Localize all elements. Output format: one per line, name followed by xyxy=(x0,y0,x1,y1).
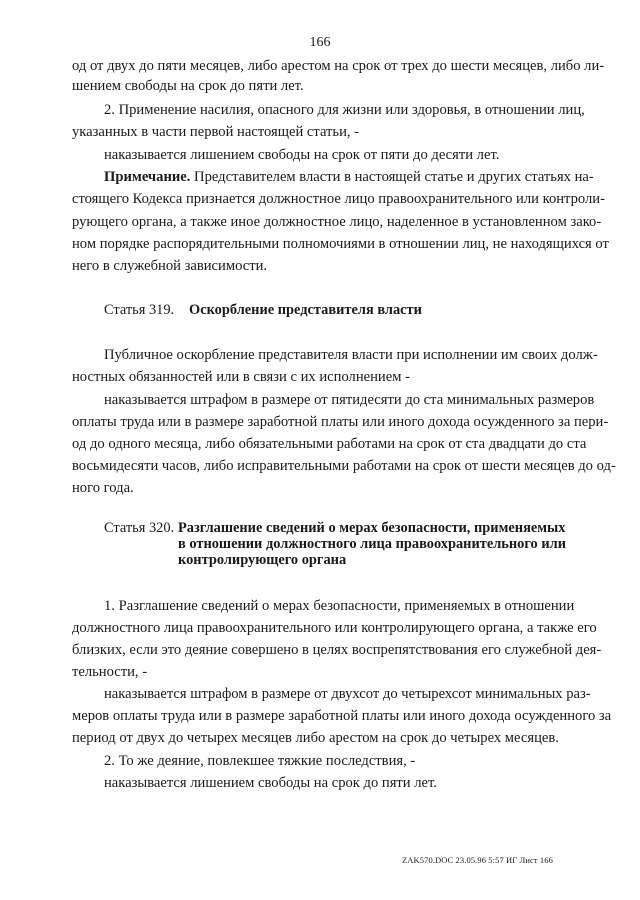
footer-info: ZAK570.DOC 23.05.96 5:57 ИГ Лист 166 xyxy=(402,855,553,865)
note-text: Представителем власти в настоящей статье и других статьях на- xyxy=(190,169,594,185)
text-line: восьмидесяти часов, либо исправительными работами на срок от шести месяцев до од- xyxy=(72,458,616,474)
text-line: меров оплаты труда или в размере заработной платы или иного дохода осужденного за xyxy=(72,708,612,724)
paragraph-part-2: 2. То же деяние, повлекшее тяжкие последствия, - xyxy=(104,753,416,769)
text-line: оплаты труда или в размере заработной платы или иного дохода осужденного за пери- xyxy=(72,414,609,430)
sanction-line: наказывается лишением свободы на срок от пяти до десяти лет. xyxy=(104,147,500,163)
text-line: од до одного месяца, либо обязательными работами на срок от ста двадцати до ста xyxy=(72,436,587,452)
note-line xyxy=(104,169,594,185)
paragraph-part-2: 2. Применение насилия, опасного для жизни или здоровья, в отношении лиц, xyxy=(104,102,585,118)
text-line: период от двух до четырех месяцев либо арестом на срок до четырех месяцев. xyxy=(72,730,559,746)
sanction-line: наказывается штрафом в размере от пятидесяти до ста минимальных размеров xyxy=(104,392,595,408)
article-320-label: Статья 320. xyxy=(104,520,175,536)
text-line: него в служебной зависимости. xyxy=(72,258,268,274)
text-line: близких, если это деяние совершено в целях воспрепятствования его служебной дея- xyxy=(72,642,602,658)
article-320-title-line: Разглашение сведений о мерах безопасности, применяемых xyxy=(178,520,566,536)
text-line: ного года. xyxy=(72,480,134,496)
article-320-title-line: контролирующего органа xyxy=(178,552,347,568)
text-line: од от двух до пяти месяцев, либо арестом на срок от трех до шести месяцев, либо ли- xyxy=(72,58,605,74)
sanction-line: наказывается лишением свободы на срок до пяти лет. xyxy=(104,775,437,791)
article-319-title: Оскорбление представителя власти xyxy=(189,302,422,318)
sanction-line: наказывается штрафом в размере от двухсот до четырехсот минимальных раз- xyxy=(104,686,591,702)
text-line: стоящего Кодекса признается должностное лицо правоохранительного или контроли- xyxy=(72,191,605,207)
text-line: ностных обязанностей или в связи с их исполнением - xyxy=(72,369,410,385)
text-line: шением свободы на срок до пяти лет. xyxy=(72,78,304,94)
text-line: тельности, - xyxy=(72,664,148,680)
text-line: указанных в части первой настоящей статьи, - xyxy=(72,124,360,140)
text-line: Публичное оскорбление представителя власти при исполнении им своих долж- xyxy=(104,347,598,363)
text-line: должностного лица правоохранительного или контролирующего органа, а также его xyxy=(72,620,597,636)
paragraph-part-1: 1. Разглашение сведений о мерах безопасности, применяемых в отношении xyxy=(104,598,575,614)
text-line: рующего органа, а также иное должностное лицо, наделенное в установленном зако- xyxy=(72,214,602,230)
article-319-label: Статья 319. xyxy=(104,302,175,318)
text-line: ном порядке распорядительными полномочиями в отношении лиц, не находящихся от xyxy=(72,236,609,252)
note-label: Примечание. xyxy=(104,169,191,185)
article-320-title-line: в отношении должностного лица правоохранительного или xyxy=(178,536,567,552)
page-number: 166 xyxy=(309,35,331,50)
